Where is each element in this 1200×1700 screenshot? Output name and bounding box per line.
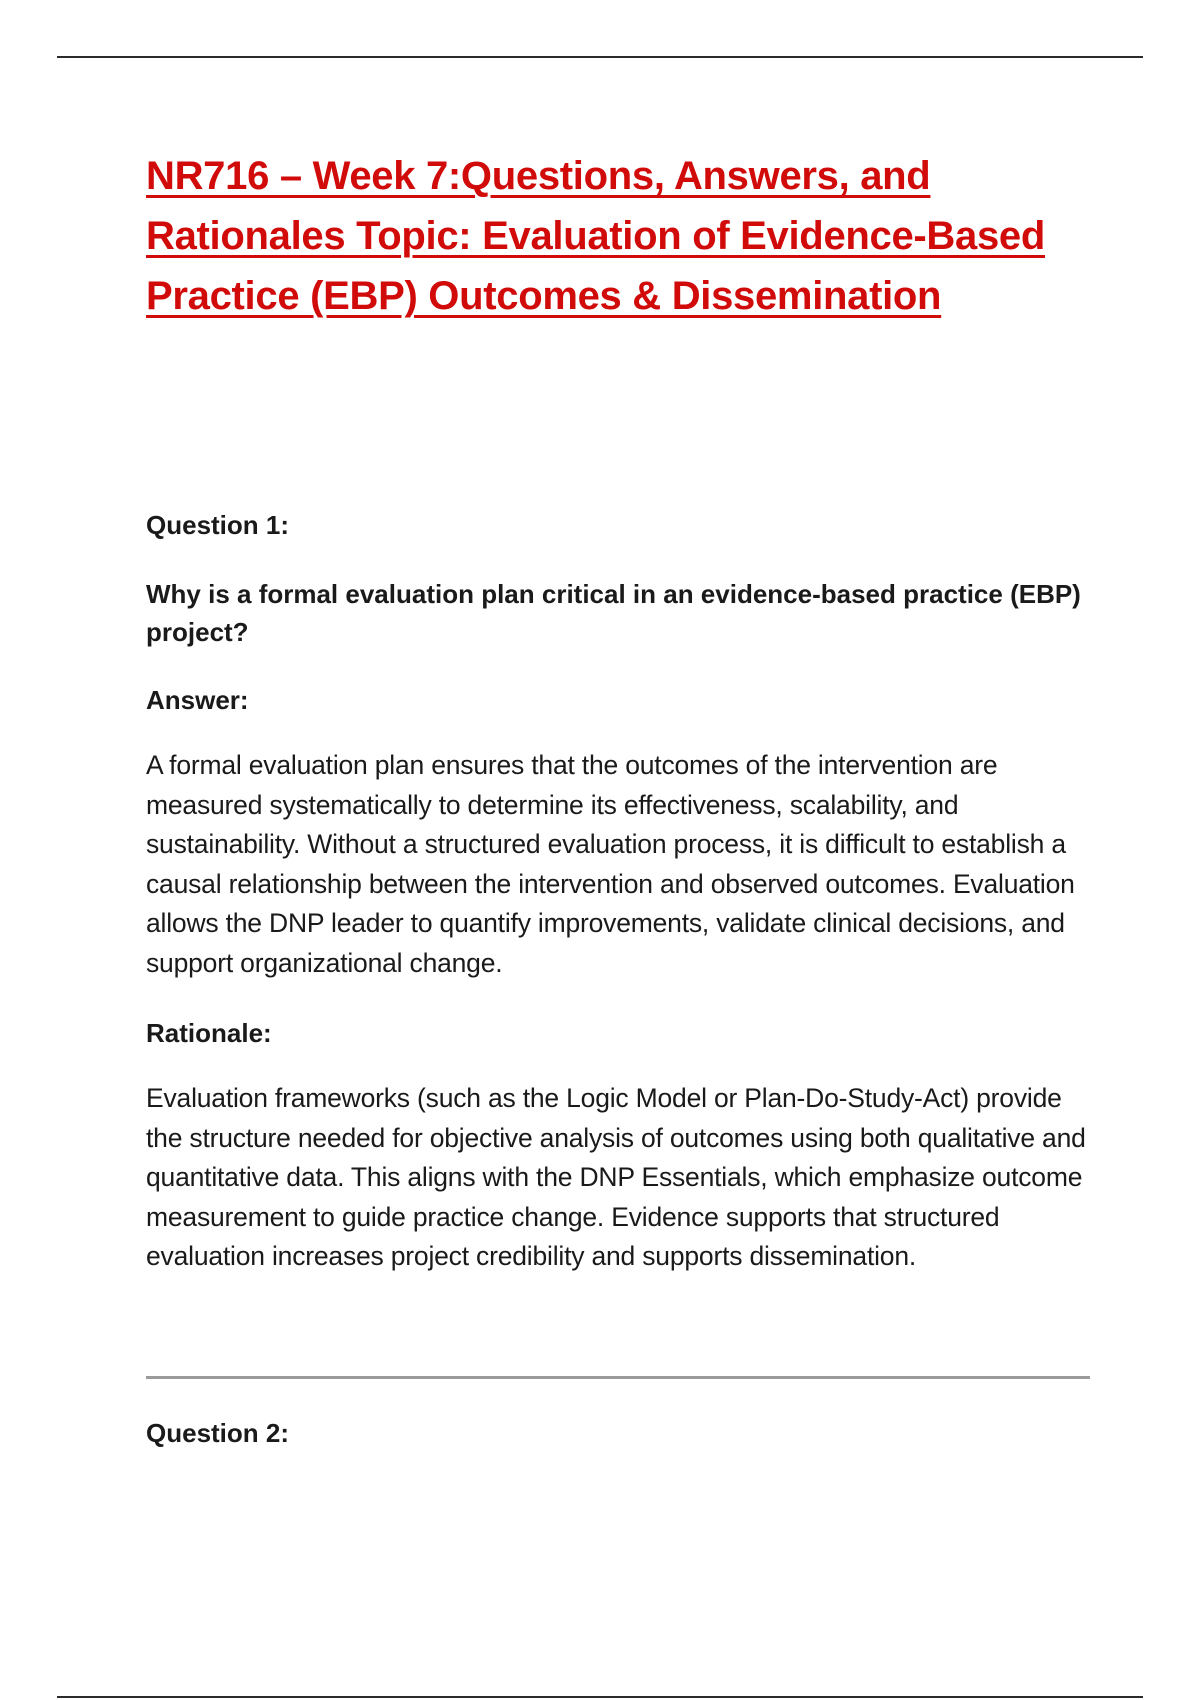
- question-1-text: Why is a formal evaluation plan critical in an evidence-based practice (EBP) project?: [146, 579, 1081, 647]
- section-divider: [146, 1376, 1090, 1379]
- question-2-label: Question 2:: [146, 1418, 290, 1448]
- page-bottom-rule: [57, 1696, 1143, 1698]
- document-title: NR716 – Week 7:Questions, Answers, and Rationales Topic: Evaluation of Evidence-Based Practice (EBP) Outcomes & Dissemination: [146, 154, 1045, 318]
- page-top-rule: [57, 56, 1143, 58]
- question-1-label: Question 1:: [146, 510, 290, 540]
- answer-1-label: Answer:: [146, 685, 249, 715]
- rationale-1-label: Rationale:: [146, 1018, 272, 1048]
- rationale-1-text: Evaluation frameworks (such as the Logic Model or Plan-Do-Study-Act) provide the structure needed for objective analysis of outcomes using both qualitative and quantitative data. This aligns with the DNP Essentials, which emphasize outcome measurement to guide practice change. Evidence supports that structured evaluation increases project credibility and supports dissemination.: [146, 1083, 1086, 1271]
- answer-1-text: A formal evaluation plan ensures that the outcomes of the intervention are measured systematically to determine its effectiveness, scalability, and sustainability. Without a structured evaluation process, it is difficult to establish a causal relationship between the intervention and observed outcomes. Evaluation allows the DNP leader to quantify improvements, validate clinical decisions, and support organizational change.: [146, 750, 1075, 978]
- document-header: [146, 146, 1096, 326]
